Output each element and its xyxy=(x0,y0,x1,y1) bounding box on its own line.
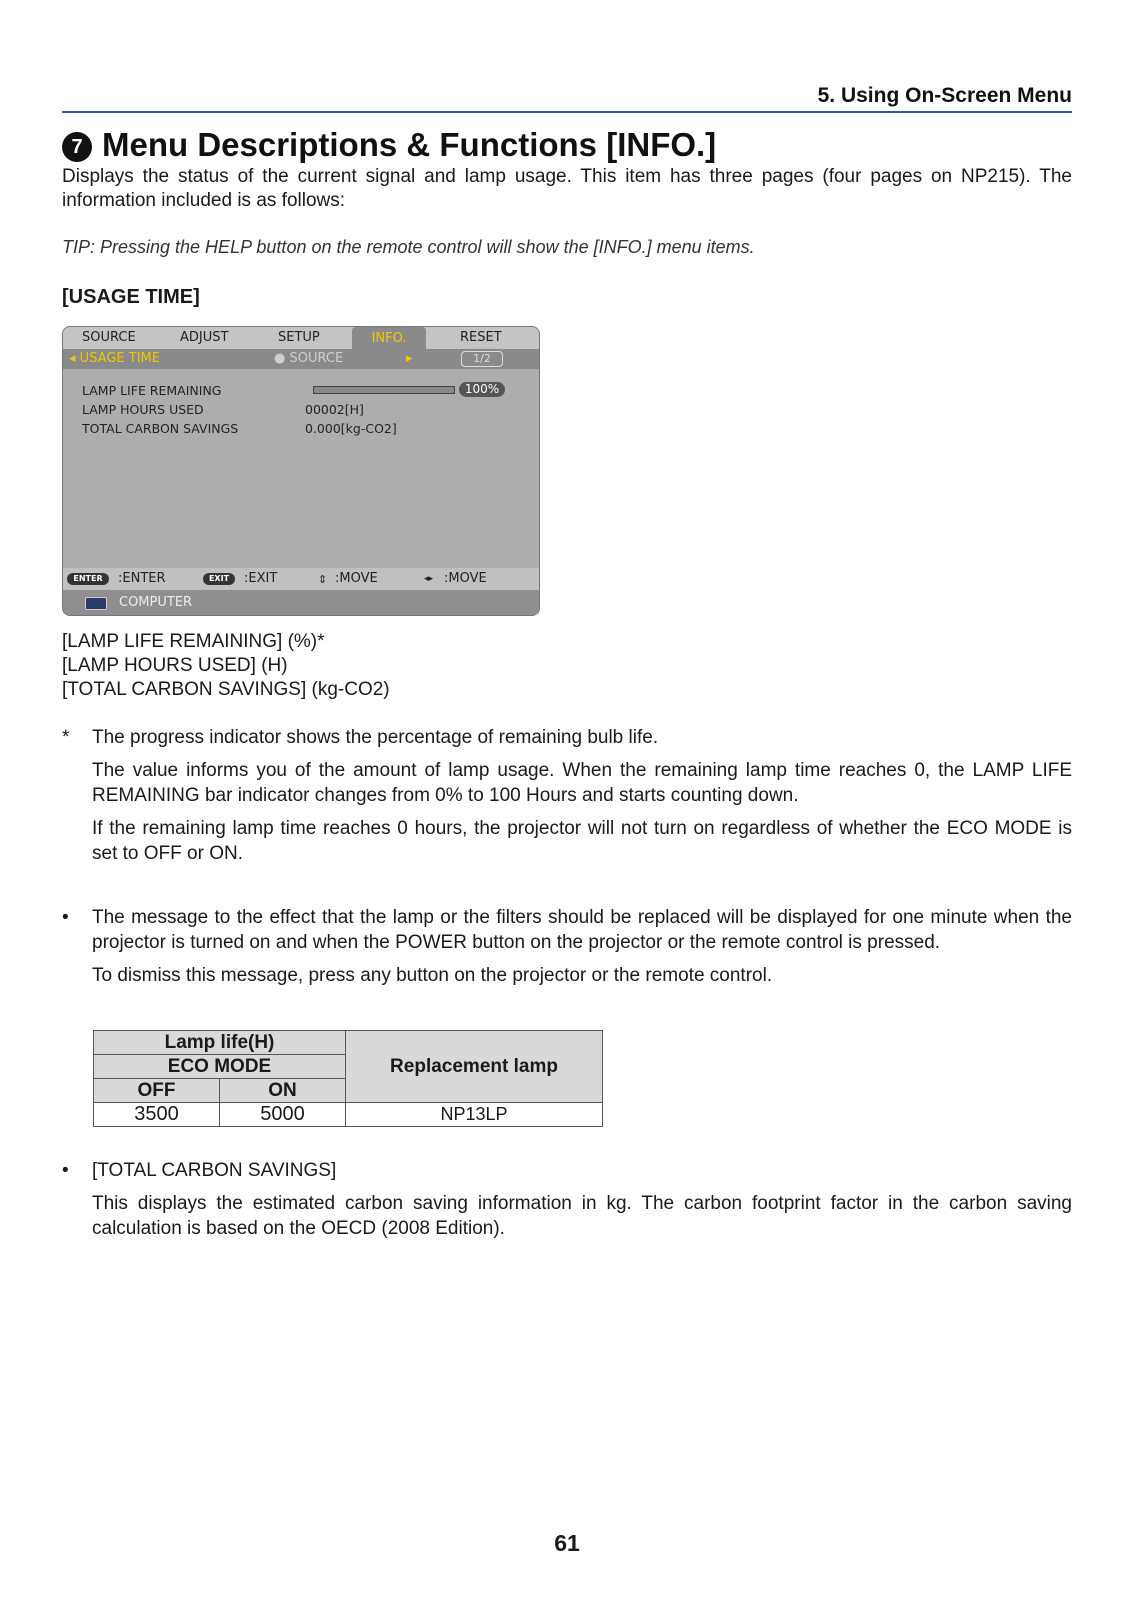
osd-move-vertical-label: :MOVE xyxy=(335,571,378,586)
osd-next-arrow-icon: ▸ xyxy=(406,351,413,366)
osd-tab-info: INFO. xyxy=(352,327,426,349)
bullet-carbon-heading: [TOTAL CARBON SAVINGS] xyxy=(92,1160,337,1181)
exit-key-icon: EXIT xyxy=(203,573,235,585)
osd-exit-label: :EXIT xyxy=(244,571,278,586)
osd-lamp-life-progress-bar xyxy=(313,386,455,394)
osd-lamp-life-badge: 100% xyxy=(459,382,505,397)
item-lamp-life: [LAMP LIFE REMAINING] (%)* xyxy=(62,631,325,652)
section-header: 5. Using On-Screen Menu xyxy=(817,84,1072,107)
table-header-replacement-lamp: Replacement lamp xyxy=(346,1031,603,1103)
table-header-off: OFF xyxy=(94,1079,220,1103)
page-title xyxy=(62,126,1072,164)
page-title-text: Menu Descriptions & Functions [INFO.] xyxy=(102,126,717,163)
osd-page-indicator: 1/2 xyxy=(461,351,503,367)
up-down-arrow-icon: ⇕ xyxy=(318,573,328,586)
osd-tab-source: SOURCE xyxy=(82,330,136,345)
osd-menu-screenshot xyxy=(62,326,540,616)
osd-tab-bar xyxy=(63,327,539,349)
lamp-life-table xyxy=(93,1030,603,1127)
footnote-star xyxy=(62,725,1072,750)
osd-input-status xyxy=(63,590,539,616)
osd-tab-reset: RESET xyxy=(460,330,502,345)
page-number: 61 xyxy=(554,1530,580,1556)
step-number-badge: 7 xyxy=(62,132,92,162)
asterisk-mark: * xyxy=(62,727,70,748)
osd-move-horizontal-label: :MOVE xyxy=(444,571,487,586)
osd-row-carbon-label: TOTAL CARBON SAVINGS xyxy=(82,421,239,436)
table-cell-lamp-model: NP13LP xyxy=(346,1103,603,1127)
tip-text: TIP: Pressing the HELP button on the remote control will show the [INFO.] menu items. xyxy=(62,237,755,257)
intro-paragraph: Displays the status of the current signal and lamp usage. This item has three pages (four pages on NP215). The information included is as follows: xyxy=(62,166,1072,211)
item-list xyxy=(62,630,390,702)
bullet-icon: • xyxy=(62,907,69,928)
dismiss-paragraph: To dismiss this message, press any button on the projector or the remote control. xyxy=(92,965,773,986)
osd-tab-setup: SETUP xyxy=(278,330,320,345)
osd-row-lamp-hours-label: LAMP HOURS USED xyxy=(82,402,204,417)
table-cell-off-hours: 3500 xyxy=(94,1103,220,1127)
osd-row-lamp-life-label: LAMP LIFE REMAINING xyxy=(82,383,222,398)
osd-enter-label: :ENTER xyxy=(118,571,166,586)
osd-lamp-life-progress-fill xyxy=(314,387,454,393)
table-header-eco-mode: ECO MODE xyxy=(94,1055,346,1079)
osd-subtab-bar xyxy=(63,349,539,369)
item-lamp-hours: [LAMP HOURS USED] (H) xyxy=(62,655,288,676)
osd-key-guide xyxy=(63,568,539,590)
osd-row-carbon-value: 0.000[kg-CO2] xyxy=(305,421,397,436)
osd-input-source: COMPUTER xyxy=(119,595,193,610)
table-header-lamp-life: Lamp life(H) xyxy=(94,1031,346,1055)
osd-row-lamp-hours-value: 00002[H] xyxy=(305,402,364,417)
osd-body xyxy=(63,369,539,568)
bullet-carbon-savings xyxy=(62,1158,1072,1183)
osd-subtab-source: ● SOURCE xyxy=(274,351,344,366)
computer-input-icon xyxy=(85,597,107,610)
lamp-zero-paragraph: If the remaining lamp time reaches 0 hours, the projector will not turn on regardless of whether the ECO MODE is set to OFF or ON. xyxy=(92,818,1072,864)
table-header-on: ON xyxy=(220,1079,346,1103)
table-cell-on-hours: 5000 xyxy=(220,1103,346,1127)
header-rule xyxy=(62,111,1072,113)
enter-key-icon: ENTER xyxy=(67,573,109,585)
osd-subtab-usage-time: ◂ USAGE TIME xyxy=(69,351,160,366)
bullet-icon: • xyxy=(62,1160,69,1181)
bullet-replace-text: The message to the effect that the lamp or the filters should be replaced will be displayed for one minute when the projector is turned on and when the POWER button on the projector or the remote control is pressed. xyxy=(92,907,1072,953)
osd-tab-adjust: ADJUST xyxy=(180,330,229,345)
footnote-text: The progress indicator shows the percentage of remaining bulb life. xyxy=(92,727,659,748)
carbon-paragraph: This displays the estimated carbon saving information in kg. The carbon footprint factor in the carbon saving calculation is based on the OECD (2008 Edition). xyxy=(92,1193,1072,1239)
item-carbon-savings: [TOTAL CARBON SAVINGS] (kg-CO2) xyxy=(62,679,390,700)
lamp-usage-paragraph: The value informs you of the amount of lamp usage. When the remaining lamp time reaches 0, the LAMP LIFE REMAINING bar indicator changes from 0% to 100 Hours and starts counting down. xyxy=(92,760,1072,806)
left-right-arrow-icon: ◂▸ xyxy=(424,574,434,584)
subheading-usage-time: [USAGE TIME] xyxy=(62,286,200,308)
bullet-replace-message xyxy=(62,905,1072,955)
